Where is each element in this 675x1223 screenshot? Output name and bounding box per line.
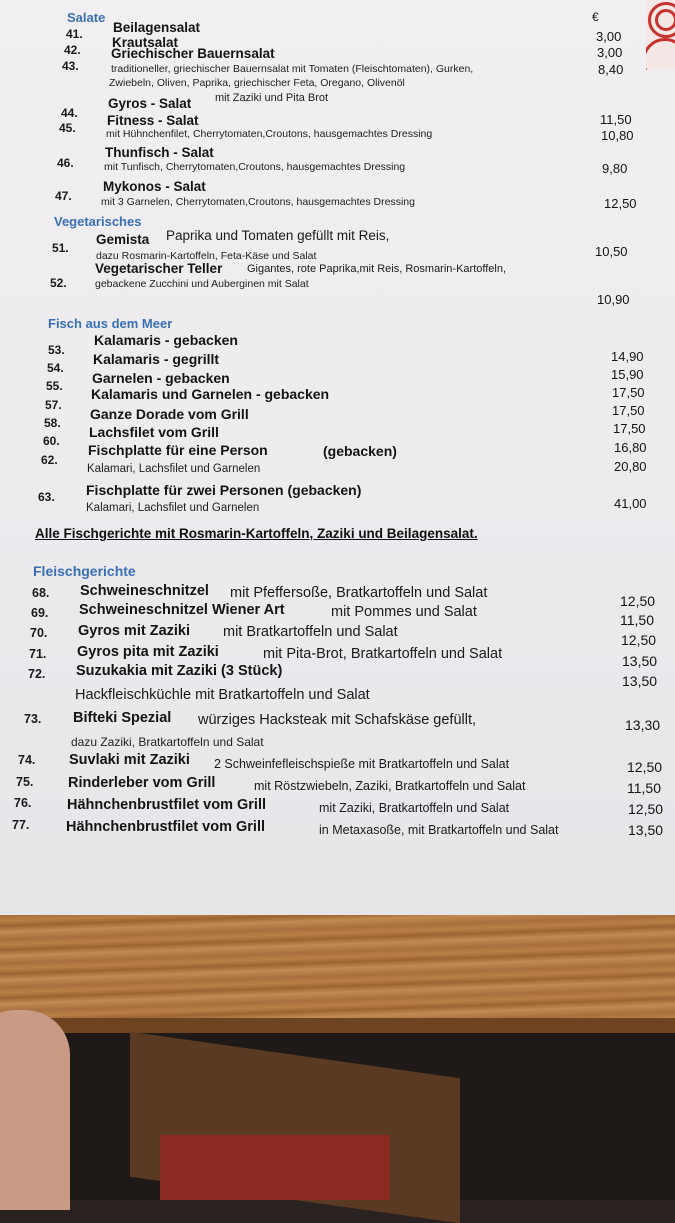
item-price: 12,50 [620, 593, 656, 609]
item-name: Vegetarischer Teller [95, 261, 223, 276]
item-number: 76. [14, 796, 32, 810]
item-name: Gyros pita mit Zaziki [77, 644, 219, 660]
item-description: Hackfleischküchle mit Bratkartoffeln und Salat [75, 687, 370, 703]
table-edge [0, 1018, 675, 1033]
item-description: dazu Zaziki, Bratkartoffeln und Salat [71, 735, 264, 749]
item-number: 51. [52, 241, 69, 255]
finger [0, 1010, 70, 1210]
chair-seat [160, 1135, 390, 1200]
item-price: 17,50 [613, 421, 646, 436]
item-price: 11,50 [600, 112, 632, 127]
item-number: 71. [29, 647, 47, 661]
item-price: 17,50 [612, 385, 645, 400]
item-name-detail: 2 Schweinfefleischspieße mit Bratkartoffeln und Salat [214, 757, 510, 771]
item-number: 69. [31, 606, 49, 620]
section-heading-fleisch: Fleischgerichte [33, 563, 136, 579]
item-number: 52. [50, 276, 67, 290]
item-description: dazu Rosmarin-Kartoffeln, Feta-Käse und Salat [96, 250, 317, 262]
section-heading-fisch: Fisch aus dem Meer [48, 316, 173, 331]
item-price: 12,50 [628, 801, 664, 817]
section-heading-salate: Salate [67, 10, 106, 25]
item-name: Bifteki Spezial [73, 710, 172, 726]
item-name: Beilagensalat [113, 20, 201, 35]
item-name: Fischplatte für zwei Personen (gebacken) [86, 482, 362, 498]
item-number: 62. [41, 453, 58, 467]
item-number: 57. [45, 398, 62, 412]
item-description: Kalamari, Lachsfilet und Garnelen [87, 463, 261, 475]
decorative-swirl [646, 0, 675, 70]
item-price: 41,00 [614, 496, 647, 511]
item-number: 47. [55, 189, 72, 203]
item-description: mit Tunfisch, Cherrytomaten,Croutons, hausgemachtes Dressing [104, 161, 406, 173]
item-name: Krautsalat [112, 35, 179, 50]
item-name: Gyros mit Zaziki [78, 623, 191, 639]
item-name-detail: mit Röstzwiebeln, Zaziki, Bratkartoffeln und Salat [254, 779, 526, 793]
item-price: 8,40 [598, 62, 624, 77]
currency-symbol: € [592, 10, 599, 24]
item-name-detail: mit Bratkartoffeln und Salat [223, 624, 398, 640]
item-price: 9,80 [602, 161, 628, 176]
item-name-detail: würziges Hacksteak mit Schafskäse gefüllt, [198, 712, 477, 728]
item-number: 75. [16, 775, 34, 789]
item-price: 10,50 [595, 244, 628, 259]
section-heading-vegetarisches: Vegetarisches [54, 214, 142, 229]
item-number: 63. [38, 490, 55, 504]
item-number: 70. [30, 626, 48, 640]
item-name: Schweineschnitzel [80, 583, 209, 599]
item-name: Hähnchenbrustfilet vom Grill [67, 797, 266, 813]
item-number: 55. [46, 379, 63, 393]
item-description: gebackene Zucchini und Auberginen mit Salat [95, 278, 309, 290]
item-number: 68. [32, 586, 50, 600]
item-price: 14,90 [611, 349, 644, 364]
item-number: 43. [62, 59, 79, 73]
item-name-detail: mit Pommes und Salat [331, 604, 477, 620]
item-price: 3,00 [597, 45, 623, 60]
item-price: 10,90 [597, 292, 630, 307]
item-name: Mykonos - Salat [103, 179, 206, 194]
fish-side-note: Alle Fischgerichte mit Rosmarin-Kartoffeln, Zaziki und Beilagensalat. [35, 526, 478, 541]
item-price: 10,80 [601, 128, 634, 143]
item-number: 53. [48, 343, 65, 357]
item-name: Suvlaki mit Zaziki [69, 752, 190, 768]
item-name-detail: Paprika und Tomaten gefüllt mit Reis, [166, 228, 390, 243]
item-name: Kalamaris - gegrillt [93, 351, 220, 367]
item-price: 13,30 [625, 717, 661, 733]
item-price: 13,50 [622, 673, 658, 689]
item-price: 16,80 [614, 440, 647, 455]
item-number: 45. [59, 121, 76, 135]
item-name-detail: in Metaxasoße, mit Bratkartoffeln und Salat [319, 823, 559, 837]
wooden-table [0, 915, 675, 1033]
item-name: Kalamaris und Garnelen - gebacken [91, 386, 330, 402]
item-price: 11,50 [627, 780, 661, 796]
item-name-detail: mit Pfeffersoße, Bratkartoffeln und Salat [230, 585, 488, 601]
item-name: Kalamaris - gebacken [94, 332, 238, 348]
item-name-detail: mit Pita-Brot, Bratkartoffeln und Salat [263, 646, 503, 662]
item-name: Garnelen - gebacken [92, 370, 230, 386]
item-number: 72. [28, 667, 46, 681]
item-price: 13,50 [628, 822, 664, 838]
item-number: 46. [57, 156, 74, 170]
item-name: Gemista [96, 232, 150, 247]
item-description: Kalamari, Lachsfilet und Garnelen [86, 502, 260, 514]
item-number: 73. [24, 712, 42, 726]
item-description: traditioneller, griechischer Bauernsalat mit Tomaten (Fleischtomaten), Gurken, [111, 63, 474, 75]
item-number: 74. [18, 753, 36, 767]
item-price: 17,50 [612, 403, 645, 418]
item-name: Fischplatte für eine Person [88, 442, 268, 458]
item-price: 13,50 [622, 653, 658, 669]
item-description: mit Hühnchenfilet, Cherrytomaten,Croutons, hausgemachtes Dressing [106, 128, 433, 140]
item-name-detail: Gigantes, rote Paprika,mit Reis, Rosmarin-Kartoffeln, [247, 263, 507, 275]
item-name: Ganze Dorade vom Grill [90, 406, 249, 422]
item-number: 44. [61, 106, 78, 120]
item-description: Zwiebeln, Oliven, Paprika, griechischer Feta, Oregano, Olivenöl [109, 77, 405, 89]
item-description: mit Zaziki und Pita Brot [215, 92, 329, 104]
item-name: Lachsfilet vom Grill [89, 424, 219, 440]
item-price: 20,80 [614, 459, 647, 474]
item-number: 42. [64, 43, 81, 57]
item-name: Thunfisch - Salat [105, 145, 214, 160]
item-description: mit 3 Garnelen, Cherrytomaten,Croutons, hausgemachtes Dressing [101, 196, 415, 208]
item-price: 11,50 [620, 612, 654, 628]
item-name: Fitness - Salat [107, 113, 199, 128]
item-price: 3,00 [596, 29, 622, 44]
item-name-detail: mit Zaziki, Bratkartoffeln und Salat [319, 801, 510, 815]
item-number: 77. [12, 818, 30, 832]
item-number: 58. [44, 416, 61, 430]
item-name: Griechischer Bauernsalat [111, 46, 275, 61]
item-price: 12,50 [621, 632, 657, 648]
item-price: 12,50 [604, 196, 637, 211]
item-name-detail: (gebacken) [323, 443, 397, 459]
item-name: Hähnchenbrustfilet vom Grill [66, 819, 265, 835]
item-name: Schweineschnitzel Wiener Art [79, 602, 285, 618]
item-price: 12,50 [627, 759, 663, 775]
item-name: Rinderleber vom Grill [68, 775, 216, 791]
item-name: Suzukakia mit Zaziki (3 Stück) [76, 663, 283, 679]
item-number: 54. [47, 361, 64, 375]
item-price: 15,90 [611, 367, 644, 382]
item-number: 60. [43, 434, 60, 448]
item-number: 41. [66, 27, 83, 41]
item-name: Gyros - Salat [108, 96, 192, 111]
